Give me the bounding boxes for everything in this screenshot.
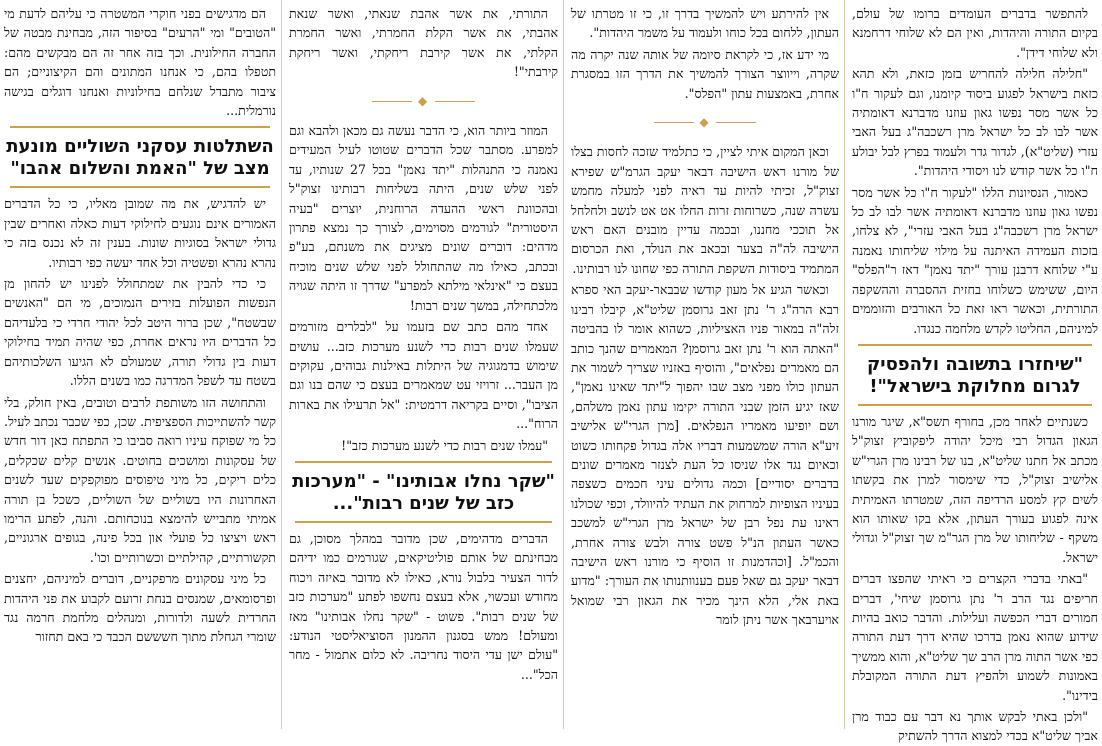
section-headline: "שקר נחלו אבותינו" - "מערכות כזב של שנים רבות"... — [292, 470, 555, 514]
gold-rule — [858, 344, 1092, 346]
ornament-divider — [571, 113, 839, 132]
paragraph: להתפשר בדברים העומדים ברומו של עולם, בקיום התורה והיהדות, ואין הם לא שלוחי דרחמנא ולא שלוחי דידן". — [852, 6, 1098, 60]
gold-rule — [10, 186, 270, 188]
article-column-2 — [567, 0, 843, 729]
ornament-divider — [289, 92, 558, 111]
paragraph: הם מדגישים בפני חוקרי המשטרה כי עליהם לדעת מי "הטובים" ומי "הרעים" בסיפור הזה, מבחינת מבטה של החברה החילונית. וכך בזה אחר זה הם מבקשים מהם: תטפלו בהם, כי אנחנו המתונים והם הקיצוניים; הם ציבור מתבדל שנלחם בחילוניות ואנחנו דוגלים בגישה נורמלית... — [4, 6, 276, 119]
article-column-1 — [848, 0, 1102, 744]
article-column-3 — [285, 0, 562, 729]
paragraph: יש להדגיש, את מה שמובן מאליו, כי כל הדברים האמורים אינם נוגעים לחילוקי דעות כאלה ואחרים שבין גדולי ישראל בסוגיות שונות. בענין זה לא נכנס בזה כי נהרא נהרא ופשטיה וכל אחד יעשה כפי רבותיו. — [4, 196, 276, 270]
section-headline: השתלטות עסקני השוליים מונעת מצב של "האמת והשלום אהבו" — [6, 136, 274, 180]
diamond-icon: ◆ — [417, 93, 430, 108]
column-divider — [281, 0, 282, 729]
gold-rule — [10, 126, 270, 128]
paragraph: אין להירתע ויש להמשיך בדרך זו, כי זו מטרתו של העתון, ללחום בכל כוחו ולעמוד על משמר היהדות". — [571, 6, 839, 41]
paragraph: כל מיני עסקונים מרפקניים, דוברים למיניהם, יחצנים ופרסומאים, שמנסים בנחת זרועם לקבוע את פני היהדות החרדית לשעה ולדורות, ומנהלים מלחמת חרמה נגד שומרי הגחלת מתוך חשששם הכבד כי באם תחזור — [4, 571, 276, 645]
paragraph: וכאן המקום איתי לציין, כי כתלמיד שזכה לחסות בצלו של מורנו ראש הישיבה דבאר יעקב הגרמ"ש שפירא זצוק"ל, זכיתי להיות עד ראיה לפני למעלה מחמש עשרה שנה, כשרוחות זרות החלו אט אט לנשב ולחלחל אל תוככי מחננו, ובכמה עדיין מובנים האם ראש הישיבה לה"ה בצער ובכאב את הנולד, ואת הכרסום המתמיד ביסודות השקפת התורה כפי שחונו לנו רבותינו. — [571, 144, 839, 276]
paragraph: המוזר ביותר הוא, כי הדבר נעשה גם מכאן ולהבא וגם למפרע. מסתבר שכל הדברים שטוטו לעיל המעידים נאמנה כי התנהלות "יתד נאמן" בכל 27 שנותיו, עד לפני שלש שנים, היתה בשליחות רבותינו זצוק"ל ובהכוונת ראשי ההעדה הרוחנית, יוצרים "בעיה היסטורית" לגורמים מסוימים, לצורך כך נמצא פתרון מדהים: דוברים שונים מציגים את משנתם, בע"פ ובכתב, כאילו מה שהתחולל לפני שלש שנים מוכיח בעצם כי "אינלאי מילתא למפרע" שדרך זו היתה שגויה מלכתחילה, במשך שנים רבות! — [289, 123, 558, 313]
article-column-4 — [0, 0, 280, 729]
gold-rule — [295, 461, 552, 463]
paragraph: כאמור, הנסיונות הללו "לעקור ח"ו כל אשר מסר נפשו גאון עוזנו מדברנא דאומתיה אשר לבו לב כל ישראל מרן רשכבה"ג בעל האבי עזרי", לא צלחו, בזכות העמידה האיתנה על מילוי שליחותו נאמנה ע"י שלוחא דרבנן עורך "יתד נאמן" דאז ר"הפלס" היום, ששימש כשלוחו בחזית ההסברה וההשקפה התורתית, וכאשר ראו זאת כל האורבים והזוממים למיניהם, החליטו לקדש מלחמה כנגדו. — [852, 184, 1098, 336]
diamond-icon: ◆ — [699, 115, 711, 130]
paragraph: מי ידע אז, כי לקראת סיומה של אותה שנה יקרה מה שקרה, וייווצר הצורך להמשיך את הדרך הזו במסגרת אחרת, באמצעות עתון "הפלס". — [571, 46, 839, 101]
column-divider — [563, 0, 564, 729]
gold-rule — [858, 404, 1092, 406]
paragraph: וכאשר הגיע אל מעון קודשו שבבאר-יעקב האי ספרא רבא הרה"ג ר' נתן זאב גרוסמן שליט"א, קיבלו רבינו זלה"ה במאור פניו האציליות, כשהוא אומר לו בהביטה "האתה הוא ר' נתן זאב גרוסמן? המאמרים שהנך כותב הם מאמרים נפלאים", והוסיף באזניו שצריך לשמור את העתון כולו מפני מצב שבו יהפוך ל"יתד שאינו נאמן", שאז יגיע הזמן שבני התורה יקימו עתון נאמן משלהם, ושם יופיעו מאמריו הנפלאים. [מרן הגרי"ש אלישיב זיע"א הורה שמשמעות דבריו אלה בגדול פקחותו כשוט וכאיום נגד אלו שניסו כל העת לצנזר מאמרים שונים בדברים יסודיים] וכמה גדולים עיני חכמים כשצפה בעיניו הצופיות למרחוק את העתיד להיוולד, וכפי שכולנו ראינו עת נפל רבן של ישראל מרן הגרי"ש למשכב כאשר העתון הנ"ל פשט צורה ולבש צורה אחרת, והכמ"ל. [וכהדמנות זו הוסיף כי מורנו ראש הישיבה דבאר יעקב גם שאל פעם בענוותנותו את העורך: "מדוע באת אלי, הלא הינך מכיר את הגאון רבי שמואל אויערבאך אשר ניתן לומר — [571, 282, 839, 628]
paragraph: כי כדי להבין את שמתחולל לפנינו יש להחון מן הנפשות הפועלות בזירים הנמוכים, מי הם "האנשים שבשטח", שכן ברור היטב לכל יהודי חרדי כי בלעדיהם כל הדברים היו נראים אחרת, כפי שהיה תמיד בחילוקי דעות בין גדולי תורה, שמעולם לא הגיעו השלכותיהם בשטח עד לשפל המדרגה כמו בשנים הללו. — [4, 276, 276, 389]
paragraph: "באתי בדברי הקצרים כי ראיתי שהפצו דברים חריפים נגד הרב ר' נתן גרוסמן שיחי', דברים חמורים דברי הכפשה ועלילות. והדבר כואב בהיות שידוע שהוא נאמן בדרכו שהיא דרך דעת התורה כפי אשר התוה מרן הרב שך שליט"א, והוא ממשיך באמונות לשמוע ולהפיץ דעת התורה המקובלת בידינו". — [852, 571, 1098, 703]
paragraph: "חלילה חלילה להחריש בזמן כזאת, ולא תהא כזאת בישראל לפגוע ביסוד קיומנו, וגם לעקור ח"ו כל אשר מסר נפשו גאון עוזנו מדברנא דאומתיה אשר לבו לב כל ישראל מרן רשכבה"ג בעל האבי עזרי (שליט"א), לגדור גדר ולעמוד בפרץ לבל יבולע ח"ו כל אשר קודש לנו ויסודי היהדות". — [852, 66, 1098, 179]
section-headline: "שיחזרו בתשובה ולהפסיק לגרום מחלוקת בישראל"! — [867, 353, 1083, 397]
paragraph: והתחושה הזו משותפת לרבים וטובים, באין חולק, בלי קשר להשתייכות הספציפית. שכן, כפי שכבר נכתב לעיל. כל מי שפוקח עיניו רואה סביבו כי התפתח כאן דור חדש של עסקונות ומושכים בחוטים. אנשים קלים שכקלים, כלים ריקים, כל מיני טיפוסים מפוקפקים שעד לשנים האחרונות היו בשוליים של השוליים, כשכל בן תורה אמיתי מתבייש להימצא בנוכחותם. והנה, לפתע הרימו ראש ויציצו כל פועלי און בכל פינה, בגופים ארגוניים, תקשורתיים, קהילתיים וכשרותיים וכו'. — [4, 394, 276, 565]
paragraph: "עמלו שנים רבות כדי לשנע מערכות כזב"! — [341, 437, 548, 453]
paragraph: התורתי, את אשר אהבת שנאתי, ואשר שנאת אהבתי, את אשר הקלת החמרתי, ואשר החמרת הקלתי, את אשר קירבת ריחקתי, ואשר ריחקת קירבתי"! — [289, 6, 558, 80]
paragraph: הדברים מדהימים, שכן מדובר במהלך מסוכן, גם מבחינתם של אותם פוליטיקאים, שגורמים כמו ידיהם לדור הצעיר בלבול נורא, כאילו לא מדובר באיזה ויכוח מחודש ועכשוי, אלא בעצם נחשפו לפתע "מערכות כזב של שנים רבות". פשוט - "שקר נחלו אבותינו" מאז ומעולם! ממש בסגנון ההמנון הסוציאליסטי הנודע: "עולם ישן עדי היסוד נחריבה. לא כלום אתמול - מחר הכל"... — [289, 530, 558, 682]
column-divider — [844, 0, 845, 729]
paragraph: "ולכן באתי לבקש אותך נא דבר עם כבוד מרן אביך שליט"א בכדי למצוא הדרך להשתיק — [852, 709, 1098, 744]
gold-rule — [295, 521, 552, 523]
paragraph: כשנתיים לאחר מכן, בחורף תשס"א, שיגר מורנו הגאון הגדול רבי מיכל יהודה ליפקוביץ זצוק"ל מכתב אל חתנו שליט"א, בנו של רבינו מרן הגרי"ש אלישיב זצוק"ל, כדי שימסור למרן את בקשתו לשים קץ למסע הרדיפה הזה, שמטרתו האמיתית אינה לפגוע בעורך העתון, אלא בקו שאותו הוא משקף - שליחותו של מרן הגר"מ שך זצוק"ל וגדולי ישראל. — [852, 413, 1098, 565]
paragraph: אחד מהם כתב שם בזעמו על "לבלרים מזורמים שעמלו שנים רבות כדי לשנע מערכות כזב... עושים שימוש בדמגוגיה של היתלות באילנות גבוהים, עקוקים מן העבר... זרויזי עט שמאמרים בעצם כי שהם בנו וגם הציבו", וסיים בקריאה דרמטית: "אל תרעילו את בארות הרוח"... — [289, 319, 558, 432]
